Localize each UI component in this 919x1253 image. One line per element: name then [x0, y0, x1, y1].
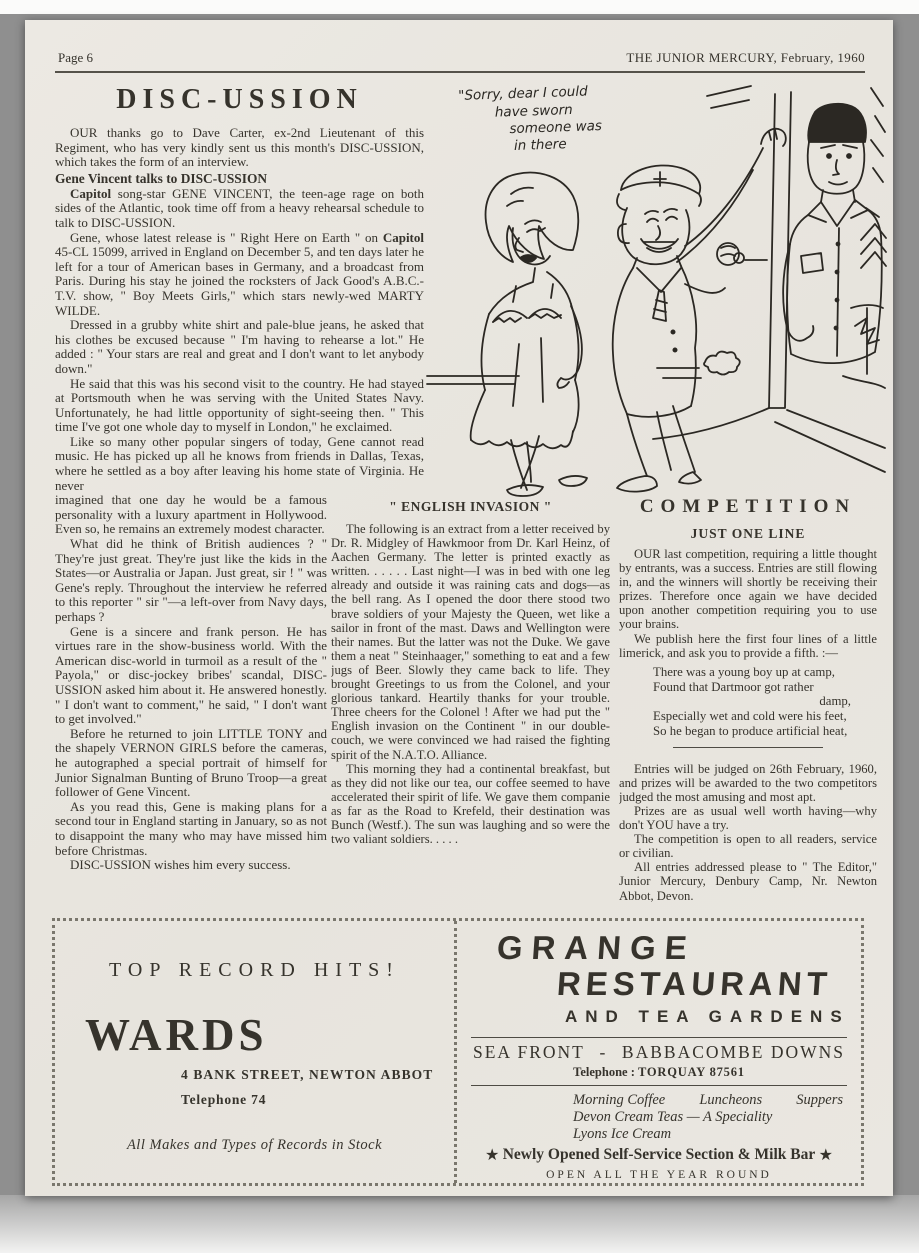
paragraph: Gene is a sincere and frank person. He has virtues rare in the show-business world. With the American disc-world in turmoil as a result of the " Payola," or disc-jockey bribes' scandal, DISC-USSION asked him about it. He answered honestly. " I don't want to comment," he said, " I don't want to get involved." — [55, 623, 327, 727]
paragraph: He said that this was his second visit to the country. He had stayed at Portsmouth when he was serving with the United States Navy. Unfortunately, he had little opportunity of sight-seeing then. " This time I've got one whole day to myself in London," he exclaimed. — [55, 375, 424, 435]
divider-rule — [471, 1037, 847, 1038]
paragraph: Prizes are as usual well worth having—why don't YOU have a try. — [619, 804, 877, 833]
scan-edge-bottom — [0, 1195, 919, 1253]
advert-address: 4 BANK STREET, NEWTON ABBOT — [181, 1067, 434, 1082]
article-competition — [619, 496, 877, 917]
paragraph: The competition is open to all readers, service or civilian. — [619, 832, 877, 861]
limerick-line: damp, — [819, 694, 851, 709]
caption-line: in there — [513, 136, 567, 155]
paragraph: DISC-USSION wishes him every success. — [70, 857, 291, 873]
paragraph: This morning they had a continental breakfast, but as they did not like our tea, our coffee seemed to have accelerated their spirit of life. We gave them companie as far as the Road to Krefeld, their destination was Bunch (Westf.). The sun was laughing and so were the two valiant soldiers. . . . . — [331, 761, 610, 847]
star-icon: ★ — [818, 1145, 833, 1164]
star-icon: ★ — [485, 1145, 500, 1164]
advert-menu-row — [573, 1092, 843, 1109]
paragraph-text: 45-CL 15099, arrived in England on December 5, and ten days later he left for a tour of American bases in Germany, and a broadcast from Paris. During his stay he joined the rocksters of Jack Good's A.B.C.-T.V. show, " Boy Meets Girls," which stars newly-wed MARTY WILDE. — [55, 244, 424, 318]
location-left: SEA FRONT — [473, 1042, 585, 1062]
limerick-line: So he began to produce artificial heat, — [653, 723, 848, 738]
paragraph: Before he returned to join LITTLE TONY and the shapely VERNON GIRLS before the cameras, he autographed a special portrait of himself for Junior Signalman Bunting of Bruno Troop—a great follower of Gene Vincent. — [55, 725, 327, 800]
paragraph — [55, 187, 424, 231]
caption-line: someone was — [509, 117, 603, 138]
advert-wards — [55, 921, 457, 1183]
paragraph: All entries addressed please to " The Editor," Junior Mercury, Denbury Camp, Nr. Newton Abbot, Devon. — [619, 860, 877, 903]
page-number: Page 6 — [58, 50, 94, 65]
paragraph: OUR thanks go to Dave Carter, ex-2nd Lieutenant of this Regiment, who has very kindly sent us this month's DISC-USSION, which takes the form of an interview. — [55, 125, 424, 170]
location-right: BABBACOMBE DOWNS — [621, 1042, 845, 1062]
paragraph: We publish here the first four lines of a little limerick, and ask you to provide a fifth. :— — [619, 631, 877, 660]
bold-lead: Capitol — [382, 229, 424, 245]
bold-lead: Capitol — [70, 185, 112, 201]
paragraph: Entries will be judged on 26th February, 1960, and prizes will be awarded to the two competitors judged the most amusing and most apt. — [619, 761, 877, 804]
paragraph-text: song-star GENE VINCENT, the teen-age rage on both sides of the Atlantic, took time off from a heavy rehearsal schedule to talk to DISC-USSION. — [55, 185, 424, 230]
cartoon-sergeant — [783, 104, 886, 363]
advert-business-name: GRANGE — [495, 929, 698, 966]
advert-phone: Telephone 74 — [181, 1092, 267, 1107]
advert-footer: OPEN ALL THE YEAR ROUND — [546, 1169, 772, 1181]
advert-business-name: WARDS — [85, 1010, 268, 1060]
competition-title: COMPETITION — [639, 496, 857, 517]
limerick-line: There was a young boy up at camp, — [653, 664, 835, 679]
advert-business-name: RESTAURANT — [555, 965, 834, 1002]
menu-item: Suppers — [796, 1092, 843, 1108]
divider-rule — [673, 747, 823, 748]
menu-item: Morning Coffee — [573, 1092, 666, 1108]
advert-menu-row: Lyons Ice Cream — [573, 1126, 672, 1142]
caption-line: "Sorry, dear I could — [457, 83, 588, 104]
paragraph: Dressed in a grubby white shirt and pale-blue jeans, he asked that his clothes be excused because " I'm having to rehearse a lot." He added : " Your stars are real and great and I don't want to let anybody down." — [55, 317, 424, 376]
cartoon-caption — [458, 83, 603, 156]
article-subhead: Gene Vincent talks to DISC-USSION — [55, 170, 268, 186]
advert-banner — [485, 1145, 833, 1164]
cartoon-woman — [471, 173, 587, 496]
paragraph: The following is an extract from a letter received by Dr. R. Midgley of Hawkmoor from Dr. Karl Heinz, of Aachen Germany. The letter is printed exactly as written. . . . . . Last night—I was in bed with one leg already and outside it was raining cats and dogs—as the bell rang. As I opened the door there stood two brave soldiers of your Majesty the Queen, wet like a sailor in front of the mast. Daws and Wellington were their names. But the latter was not the Duke. We gave them a neat " Steinhaager," something to eat and a few jugs of Beer. Slowly they came back to life. They brought Greetings to us from the Colonel, and your glorious tankard. Heartily thanks for your trouble. Three cheers for the Colonel ! After we had put the " English invasion on the Continent " in our double-couch, we were convinced we had raised the fighting spirit of the N.A.T.O. Alliance. — [331, 522, 610, 762]
paragraph: imagined that one day he would be a famous personality with a luxury apartment in Hollywood. Even so, he remains an extremely modest character. — [55, 492, 327, 537]
cartoon-door — [653, 86, 885, 472]
header-rule — [55, 71, 865, 73]
location-separator: - — [599, 1042, 608, 1062]
limerick — [653, 665, 877, 739]
competition-subtitle: JUST ONE LINE — [690, 526, 806, 541]
scan-edge-top — [0, 0, 919, 14]
paragraph: OUR last competition, requiring a little thought by entrants, was a success. Entries are still flowing in, and the winners will shortly be receiving their prizes. Therefore once again we have decided upon another competition requiring you to use your brains. — [619, 547, 877, 632]
menu-item: Luncheons — [699, 1092, 763, 1108]
advertisement-box — [52, 918, 864, 1186]
paragraph — [55, 231, 424, 319]
limerick-line: Especially wet and cold were his feet, — [653, 709, 847, 724]
phone-value: TORQUAY 87561 — [637, 1065, 745, 1079]
advert-menu-row: Devon Cream Teas — A Speciality — [573, 1109, 773, 1125]
cartoon-drawing — [423, 76, 887, 502]
paragraph: As you read this, Gene is making plans for a second tour in England starting in January, so as not to disappoint the many who may have missed him before Christmas. — [55, 798, 327, 858]
masthead: THE JUNIOR MERCURY, February, 1960 — [626, 50, 865, 65]
divider-rule — [471, 1085, 847, 1086]
paragraph-text: Gene, whose latest release is " Right Here on Earth " on — [70, 229, 383, 245]
article-title: DISC-USSION — [116, 84, 363, 115]
paragraph: Like so many other popular singers of today, Gene cannot read music. He has picked up all he knows from friends in Dallas, Texas, where he settled as a boy after leaving his home state of Virginia. He never — [55, 433, 424, 493]
article-heading: " ENGLISH INVASION " — [389, 499, 552, 514]
caption-line: have sworn — [494, 101, 573, 121]
cartoon-illustration — [423, 76, 887, 502]
banner-text: Newly Opened Self-Service Section & Milk Bar — [502, 1145, 816, 1163]
paragraph: What did he think of British audiences ? " They're just great. They're just like the kids in the States—or Australia or Japan. Just great, sir ! " was Gene's reply. Throughout the interview he referred to this reporter " sir "—a left-over from Navy days, perhaps ? — [55, 536, 327, 624]
advert-headline: TOP RECORD HITS! — [109, 959, 400, 981]
advert-phone — [457, 1065, 861, 1080]
advert-subtitle: AND TEA GARDENS — [565, 1007, 850, 1026]
cartoon-soldier — [613, 129, 786, 492]
phone-label: Telephone : — [573, 1065, 635, 1079]
column-narrow-continuation — [55, 493, 327, 872]
article-english-invasion — [331, 499, 610, 917]
advert-tagline: All Makes and Types of Records in Stock — [126, 1137, 383, 1153]
advert-grange — [457, 921, 861, 1183]
advert-location — [473, 1042, 845, 1063]
newspaper-page — [25, 20, 893, 1196]
limerick-line: Found that Dartmoor got rather — [653, 679, 814, 694]
